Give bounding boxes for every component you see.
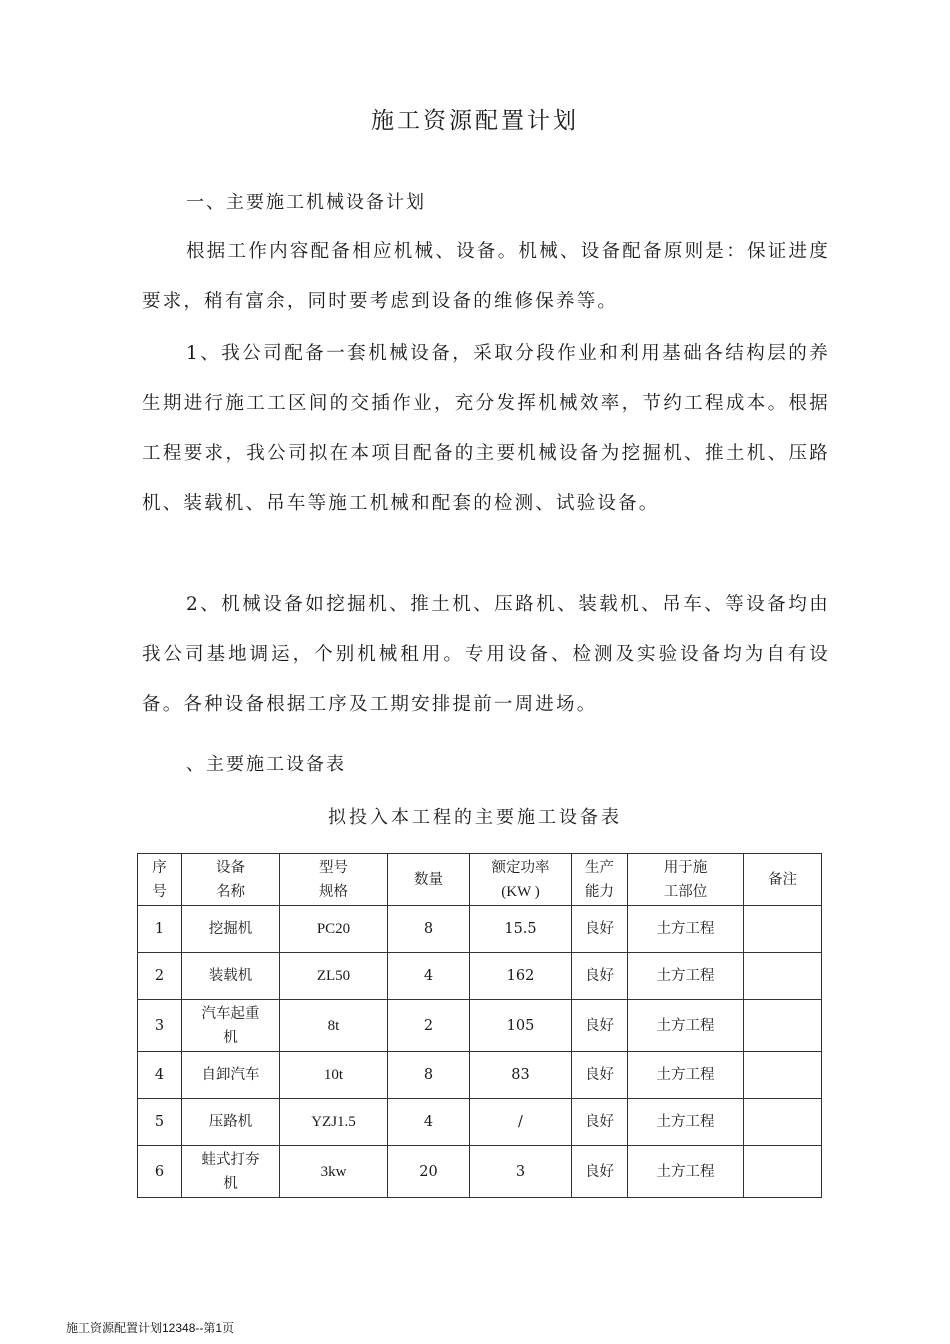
- cell-equipment-name: 压路机: [182, 1099, 280, 1146]
- header-rated-power: 额定功率 (KW ): [470, 854, 572, 906]
- header-model: 型号 规格: [280, 854, 388, 906]
- cell-equipment-name: 装载机: [182, 953, 280, 1000]
- cell-equipment-name: 蛙式打夯 机: [182, 1146, 280, 1198]
- cell-capacity: 良好: [572, 906, 628, 953]
- cell-quantity: 20: [388, 1146, 470, 1198]
- cell-model: 8t: [280, 1000, 388, 1052]
- cell-remark: [744, 1146, 822, 1198]
- document-title: 施工资源配置计划: [371, 108, 579, 134]
- cell-seq: 3: [138, 1000, 182, 1052]
- table-row: [138, 1052, 822, 1099]
- cell-usage: 土方工程: [628, 1052, 744, 1099]
- equipment-table: [137, 853, 822, 1198]
- cell-capacity: 良好: [572, 1052, 628, 1099]
- cell-capacity: 良好: [572, 1146, 628, 1198]
- cell-equipment-name: 自卸汽车: [182, 1052, 280, 1099]
- section-heading-machinery: 一、主要施工机械设备计划: [186, 192, 426, 213]
- cell-remark: [744, 1000, 822, 1052]
- cell-seq: 4: [138, 1052, 182, 1099]
- cell-equipment-name: 挖掘机: [182, 906, 280, 953]
- paragraph-equipment-config: 1、我公司配备一套机械设备，采取分段作业和利用基础各结构层的养生期进行施工工区间的交插作业，充分发挥机械效率，节约工程成本。根据工程要求，我公司拟在本项目配备的主要机械设备为挖掘机、推土机、压路机、装载机、吊车等施工机械和配套的检测、试验设备。: [142, 343, 830, 514]
- cell-capacity: 良好: [572, 1099, 628, 1146]
- page-footer: 施工资源配置计划12348--第1页: [66, 1321, 235, 1335]
- cell-model: ZL50: [280, 953, 388, 1000]
- cell-remark: [744, 1052, 822, 1099]
- header-remark: 备注: [744, 854, 822, 906]
- cell-usage: 土方工程: [628, 1000, 744, 1052]
- table-row: [138, 906, 822, 953]
- header-equipment-name: 设备 名称: [182, 854, 280, 906]
- header-quantity: 数量: [388, 854, 470, 906]
- table-row: [138, 1146, 822, 1198]
- cell-remark: [744, 1099, 822, 1146]
- cell-seq: 5: [138, 1099, 182, 1146]
- cell-model: 10t: [280, 1052, 388, 1099]
- cell-model: PC20: [280, 906, 388, 953]
- cell-usage: 土方工程: [628, 1099, 744, 1146]
- cell-power: 83: [470, 1052, 572, 1099]
- header-capacity: 生产 能力: [572, 854, 628, 906]
- header-seq: 序 号: [138, 854, 182, 906]
- table-row: [138, 953, 822, 1000]
- cell-power: 15.5: [470, 906, 572, 953]
- cell-quantity: 8: [388, 1052, 470, 1099]
- cell-quantity: 2: [388, 1000, 470, 1052]
- paragraph-equipment-dispatch: 2、机械设备如挖掘机、推土机、压路机、装载机、吊车、等设备均由我公司基地调运，个别机械租用。专用设备、检测及实验设备均为自有设备。各种设备根据工序及工期安排提前一周进场。: [142, 594, 830, 715]
- cell-usage: 土方工程: [628, 1146, 744, 1198]
- table-header-row: [138, 854, 822, 906]
- cell-equipment-name: 汽车起重 机: [182, 1000, 280, 1052]
- cell-capacity: 良好: [572, 953, 628, 1000]
- cell-remark: [744, 953, 822, 1000]
- cell-seq: 2: [138, 953, 182, 1000]
- table-row: [138, 1099, 822, 1146]
- header-usage: 用于施 工部位: [628, 854, 744, 906]
- cell-usage: 土方工程: [628, 953, 744, 1000]
- cell-seq: 1: [138, 906, 182, 953]
- paragraph-principles: 根据工作内容配备相应机械、设备。机械、设备配备原则是：保证进度要求，稍有富余，同时要考虑到设备的维修保养等。: [142, 241, 830, 312]
- cell-model: 3kw: [280, 1146, 388, 1198]
- cell-seq: 6: [138, 1146, 182, 1198]
- cell-model: YZJ1.5: [280, 1099, 388, 1146]
- cell-capacity: 良好: [572, 1000, 628, 1052]
- table-caption: 拟投入本工程的主要施工设备表: [328, 807, 622, 828]
- cell-quantity: 4: [388, 1099, 470, 1146]
- cell-quantity: 4: [388, 953, 470, 1000]
- cell-power: 162: [470, 953, 572, 1000]
- cell-remark: [744, 906, 822, 953]
- table-row: [138, 1000, 822, 1052]
- cell-power: 105: [470, 1000, 572, 1052]
- section-heading-equipment-table: 、主要施工设备表: [186, 754, 346, 775]
- cell-usage: 土方工程: [628, 906, 744, 953]
- cell-power: /: [470, 1099, 572, 1146]
- cell-power: 3: [470, 1146, 572, 1198]
- cell-quantity: 8: [388, 906, 470, 953]
